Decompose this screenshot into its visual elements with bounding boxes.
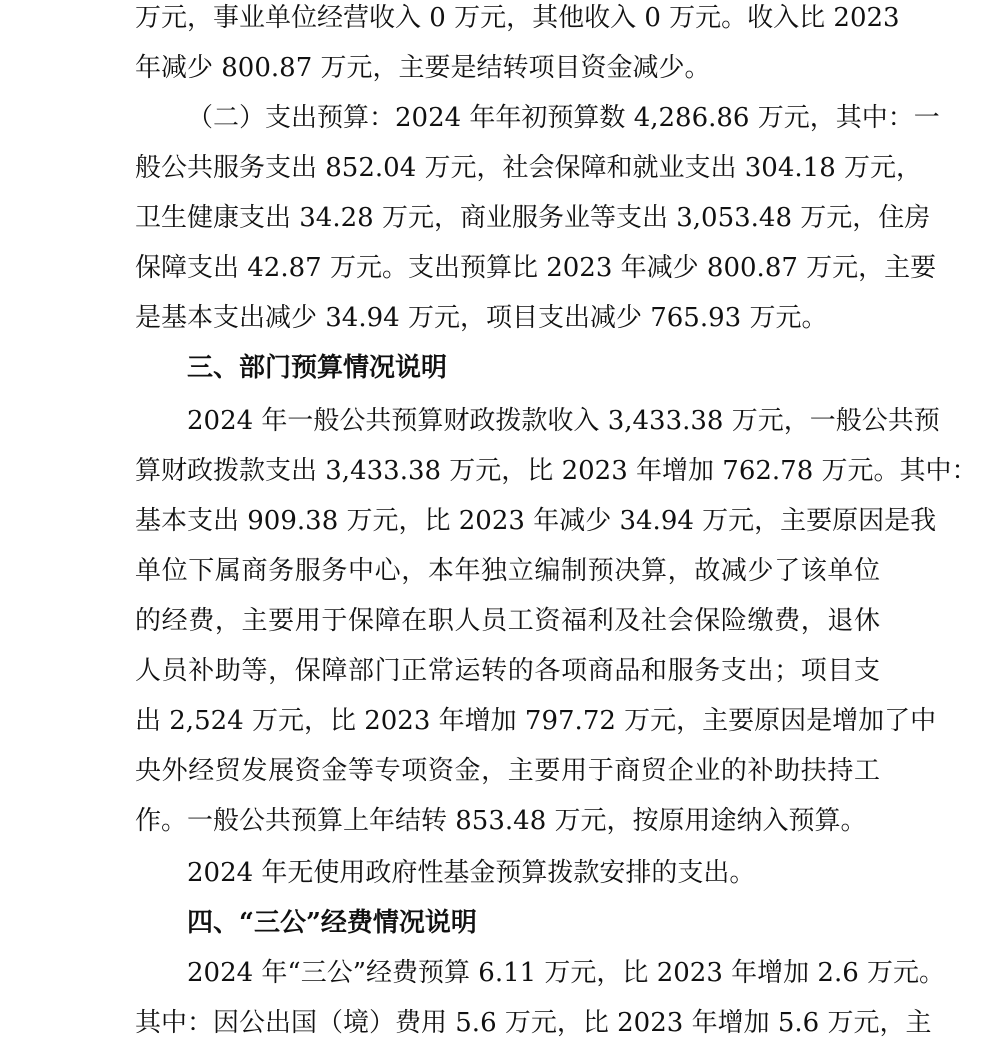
paragraph-line: 央外经贸发展资金等专项资金，主要用于商贸企业的补助扶持工 (135, 756, 880, 786)
paragraph-line: 算财政拨款支出 3,433.38 万元，比 2023 年增加 762.78 万元。其中： (135, 456, 978, 486)
paragraph-line: 的经费，主要用于保障在职人员工资福利及社会保险缴费，退休 (135, 606, 880, 636)
section-heading: 三、部门预算情况说明 (187, 353, 448, 383)
paragraph-line: 卫生健康支出 34.28 万元，商业服务业等支出 3,053.48 万元，住房 (135, 203, 931, 233)
paragraph-line: 作。一般公共预算上年结转 853.48 万元，按原用途纳入预算。 (135, 806, 867, 836)
paragraph-line: 般公共服务支出 852.04 万元，社会保障和就业支出 304.18 万元， (135, 153, 923, 183)
paragraph-line: 是基本支出减少 34.94 万元，项目支出减少 765.93 万元。 (135, 303, 828, 333)
paragraph-line: 2024 年一般公共预算财政拨款收入 3,433.38 万元，一般公共预 (187, 406, 940, 436)
paragraph-line: 2024 年无使用政府性基金预算拨款安排的支出。 (187, 858, 756, 888)
paragraph-line: 基本支出 909.38 万元，比 2023 年减少 34.94 万元，主要原因是我 (135, 506, 937, 536)
paragraph-line: 年减少 800.87 万元，主要是结转项目资金减少。 (135, 53, 711, 83)
paragraph-line: 出 2,524 万元，比 2023 年增加 797.72 万元，主要原因是增加了中 (135, 706, 937, 736)
paragraph-line: 其中：因公出国（境）费用 5.6 万元，比 2023 年增加 5.6 万元，主 (135, 1008, 932, 1038)
paragraph-line: 单位下属商务服务中心，本年独立编制预决算，故减少了该单位 (135, 556, 880, 586)
paragraph-line: 保障支出 42.87 万元。支出预算比 2023 年减少 800.87 万元，主要 (135, 253, 937, 283)
paragraph-line: 人员补助等，保障部门正常运转的各项商品和服务支出；项目支 (135, 656, 880, 686)
paragraph-line: （二）支出预算：2024 年年初预算数 4,286.86 万元，其中：一 (187, 103, 940, 133)
paragraph-line: 2024 年“三公”经费预算 6.11 万元，比 2023 年增加 2.6 万元。 (187, 958, 946, 988)
section-heading: 四、“三公”经费情况说明 (187, 908, 477, 938)
paragraph-line: 万元，事业单位经营收入 0 万元，其他收入 0 万元。收入比 2023 (135, 3, 900, 33)
